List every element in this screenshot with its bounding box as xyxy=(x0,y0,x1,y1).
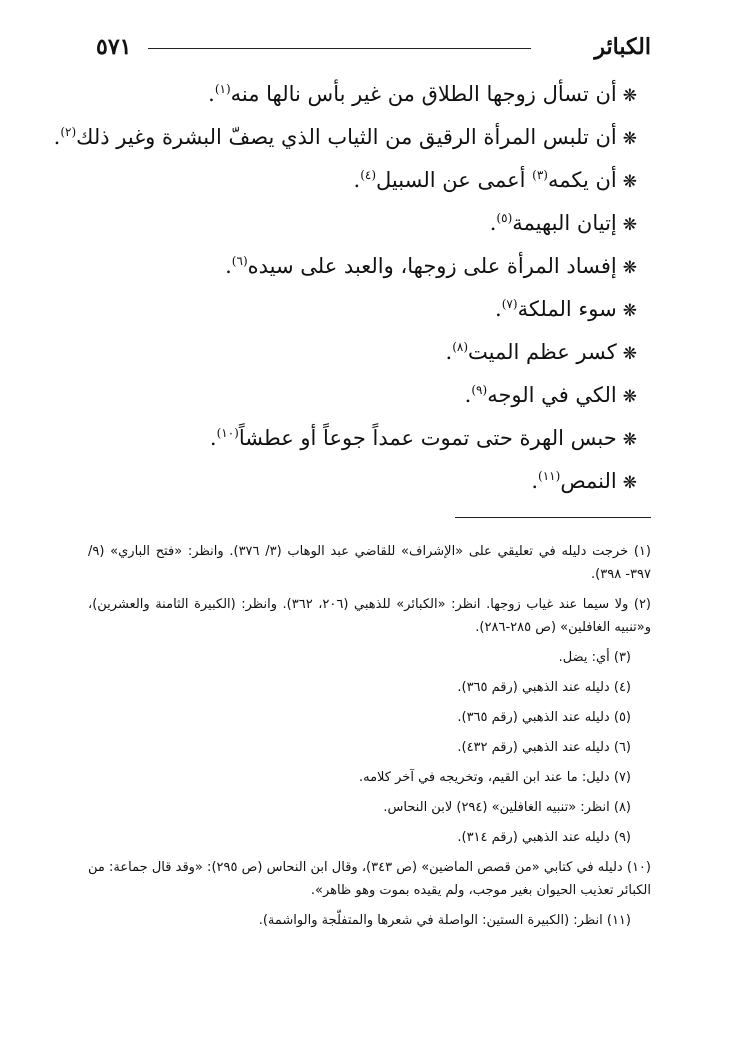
footnote: (٤) دليله عند الذهبي (رقم ٣٦٥). xyxy=(457,680,631,695)
list-item xyxy=(96,168,637,211)
item-punct: . xyxy=(531,469,539,493)
bullet-icon: ❋ xyxy=(622,215,637,235)
footnote: (٥) دليله عند الذهبي (رقم ٣٦٥). xyxy=(457,710,631,725)
page-number: ٥٧١ xyxy=(96,34,132,60)
footnote-ref: (٤) xyxy=(360,168,377,182)
footnote: (٦) دليله عند الذهبي (رقم ٤٣٢). xyxy=(457,740,631,755)
item-text: النمص xyxy=(560,469,617,493)
list-item xyxy=(96,297,637,340)
bullet-icon: ❋ xyxy=(622,387,637,407)
item-text: أن يكمه xyxy=(547,168,617,192)
item-text: سوء الملكة xyxy=(517,297,617,321)
bullet-icon: ❋ xyxy=(622,172,637,192)
item-punct: . xyxy=(225,254,232,278)
footnote: (١٠) دليله في كتابي «من قصص الماضين» (ص ٣٤٣)، وقال ابن النحاس (ص ٢٩٥): «وقد قال جماعة: من الكبائر تعذيب الحيوان بغير موجب، ولم يقيده بموت وهو ظاهر». xyxy=(88,860,651,898)
list-item xyxy=(96,469,637,512)
item-punct: . xyxy=(209,426,217,450)
bullet-icon: ❋ xyxy=(622,344,637,364)
item-punct: . xyxy=(53,125,61,149)
bullet-icon: ❋ xyxy=(622,430,637,450)
footnote-ref: (٧) xyxy=(501,297,518,311)
item-text-continued: أعمى عن السبيل xyxy=(376,168,526,192)
footnote: (٨) انظر: «تنبيه الغافلين» (٢٩٤) لابن النحاس. xyxy=(383,800,631,815)
item-text: إفساد المرأة على زوجها، والعبد على سيده xyxy=(247,254,617,278)
bullet-icon: ❋ xyxy=(622,86,637,106)
item-punct: . xyxy=(208,82,215,106)
footnotes xyxy=(88,540,651,939)
list-item xyxy=(53,125,637,168)
footnote-ref: (١١) xyxy=(538,469,561,483)
major-sins-list xyxy=(53,82,637,512)
footnote-ref: (٩) xyxy=(471,383,488,397)
list-item xyxy=(96,426,637,469)
item-punct: . xyxy=(489,211,497,235)
footnote-ref: (٦) xyxy=(231,254,248,268)
item-punct: . xyxy=(445,340,453,364)
item-punct: . xyxy=(495,297,502,321)
footnote-ref: (٥) xyxy=(496,211,513,225)
footnote-ref: (٨) xyxy=(452,340,469,354)
list-item xyxy=(96,254,637,297)
bullet-icon: ❋ xyxy=(622,129,637,149)
bullet-icon: ❋ xyxy=(622,258,637,278)
item-text: الكي في الوجه xyxy=(487,383,617,407)
footnote-ref: (٢) xyxy=(60,125,77,139)
footnote: (٧) دليل: ما عند ابن القيم، وتخريجه في آخر كلامه. xyxy=(358,770,631,785)
footnote: (٢) ولا سيما عند غياب زوجها. انظر: «الكبائر» للذهبي (٢٠٦، ٣٦٢). وانظر: (الكبيرة الثامنة والعشرين)، و«تنبيه الغافلين» (ص ٢٨٥-٢٨٦). xyxy=(88,597,651,635)
item-text: حبس الهرة حتى تموت عمداً جوعاً أو عطشاً xyxy=(238,426,617,450)
item-text: إتيان البهيمة xyxy=(512,211,617,235)
running-title: الكبائر xyxy=(594,34,651,60)
footnote: (١١) انظر: (الكبيرة الستين: الواصلة في شعرها والمتفلّجة والواشمة). xyxy=(258,913,631,928)
footnote: (٩) دليله عند الذهبي (رقم ٣١٤). xyxy=(457,830,631,845)
item-punct: . xyxy=(464,383,472,407)
item-text: أن تلبس المرأة الرقيق من الثياب الذي يصفّ البشرة وغير ذلك xyxy=(76,125,617,149)
page-header xyxy=(96,34,651,64)
footnote-ref: (١) xyxy=(214,82,231,96)
list-item xyxy=(96,383,637,426)
bullet-icon: ❋ xyxy=(622,301,637,321)
footnote: (٣) أي: يضل. xyxy=(558,650,631,665)
list-item xyxy=(96,82,637,125)
footnote-ref: (٣) xyxy=(532,168,548,182)
footnote-divider xyxy=(455,517,651,518)
footnote: (١) خرجت دليله في تعليقي على «الإشراف» للقاضي عبد الوهاب (٣/ ٣٧٦). وانظر: «فتح الباري» (٩/ ٣٩٧- ٣٩٨). xyxy=(88,544,651,582)
item-text: كسر عظم الميت xyxy=(468,340,617,364)
list-item xyxy=(96,211,637,254)
bullet-icon: ❋ xyxy=(622,473,637,493)
footnote-ref: (١٠) xyxy=(216,426,239,440)
list-item xyxy=(96,340,637,383)
item-text: أن تسأل زوجها الطلاق من غير بأس نالها منه xyxy=(230,82,617,106)
header-rule xyxy=(148,48,531,49)
item-punct: . xyxy=(353,168,361,192)
